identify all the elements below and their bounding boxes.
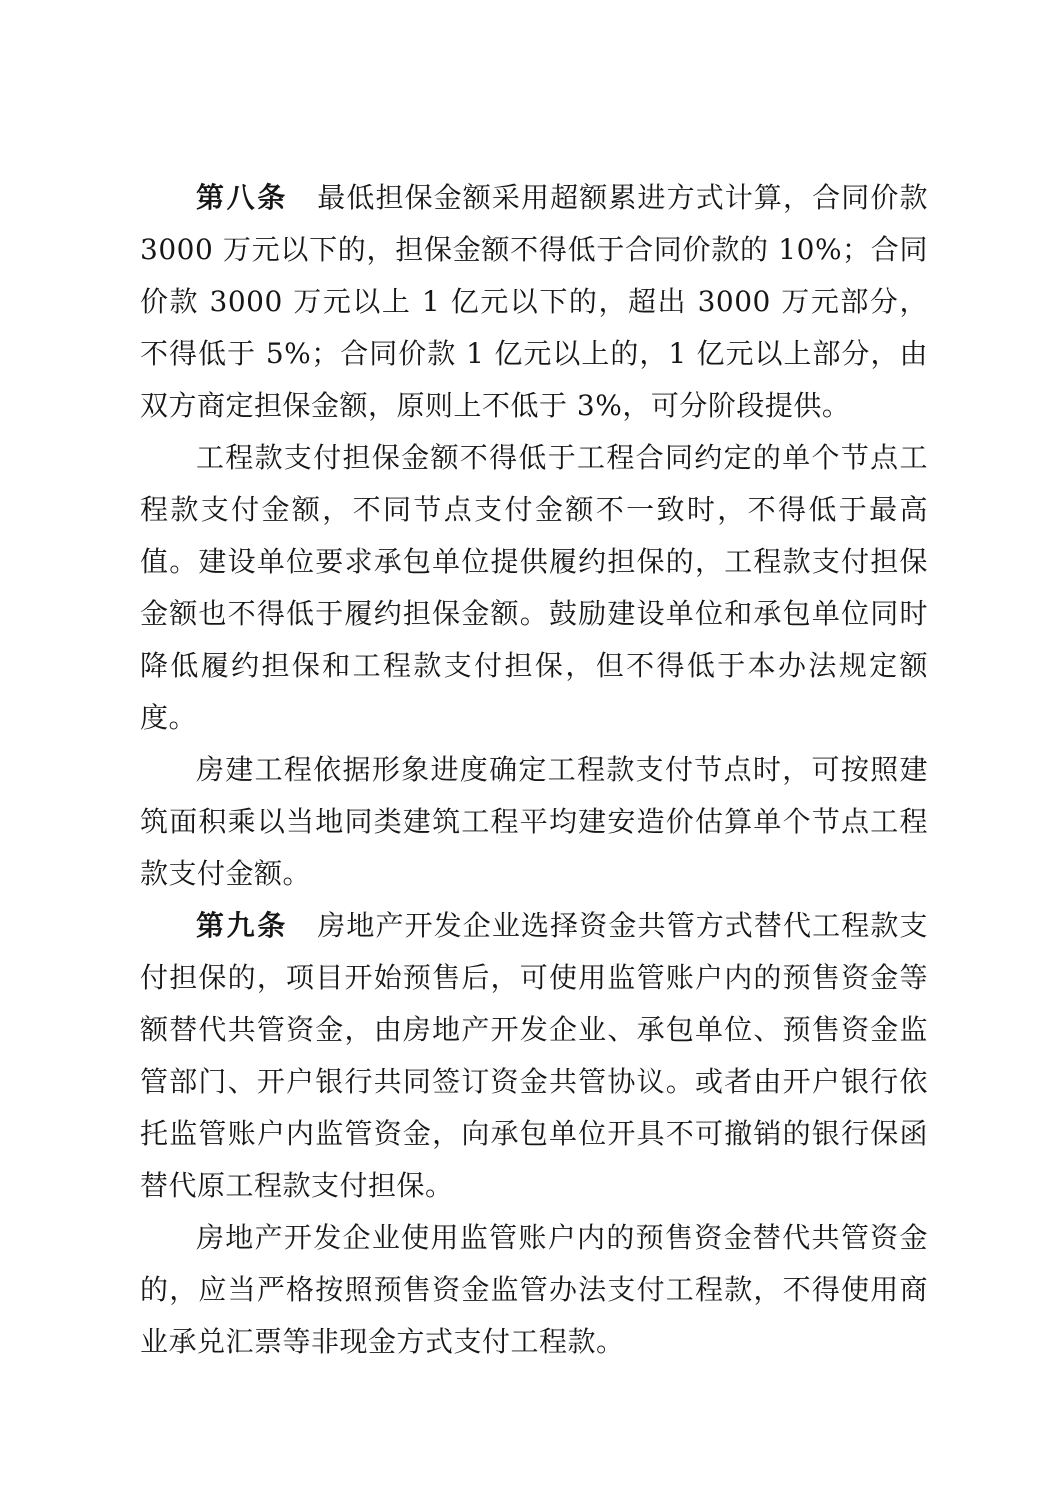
paragraph	[140, 744, 928, 900]
paragraph	[140, 432, 928, 744]
paragraph-article-8	[140, 172, 928, 432]
paragraph-text: 最低担保金额采用超额累进方式计算，合同价款 3000 万元以下的，担保金额不得低于合同价款的 10%；合同价款 3000 万元以上 1 亿元以下的，超出 3000 万元部分，不得低于 5%；合同价款 1 亿元以上的，1 亿元以上部分，由双方商定担保金额，原则上不低于 3%，可分阶段提供。	[140, 181, 928, 422]
paragraph-text: 房地产开发企业使用监管账户内的预售资金替代共管资金的，应当严格按照预售资金监管办法支付工程款，不得使用商业承兑汇票等非现金方式支付工程款。	[140, 1221, 928, 1358]
paragraph	[140, 1212, 928, 1368]
paragraph-article-9	[140, 900, 928, 1212]
paragraph-text: 房地产开发企业选择资金共管方式替代工程款支付担保的，项目开始预售后，可使用监管账户内的预售资金等额替代共管资金，由房地产开发企业、承包单位、预售资金监管部门、开户银行共同签订资金共管协议。或者由开户银行依托监管账户内监管资金，向承包单位开具不可撤销的银行保函替代原工程款支付担保。	[140, 909, 928, 1202]
article-9-number: 第九条	[196, 909, 288, 942]
article-8-number: 第八条	[196, 181, 288, 214]
paragraph-text: 工程款支付担保金额不得低于工程合同约定的单个节点工程款支付金额，不同节点支付金额不一致时，不得低于最高值。建设单位要求承包单位提供履约担保的，工程款支付担保金额也不得低于履约担保金额。鼓励建设单位和承包单位同时降低履约担保和工程款支付担保，但不得低于本办法规定额度。	[140, 441, 928, 734]
paragraph-text: 房建工程依据形象进度确定工程款支付节点时，可按照建筑面积乘以当地同类建筑工程平均建安造价估算单个节点工程款支付金额。	[140, 753, 928, 890]
document-text-block	[140, 172, 928, 1368]
